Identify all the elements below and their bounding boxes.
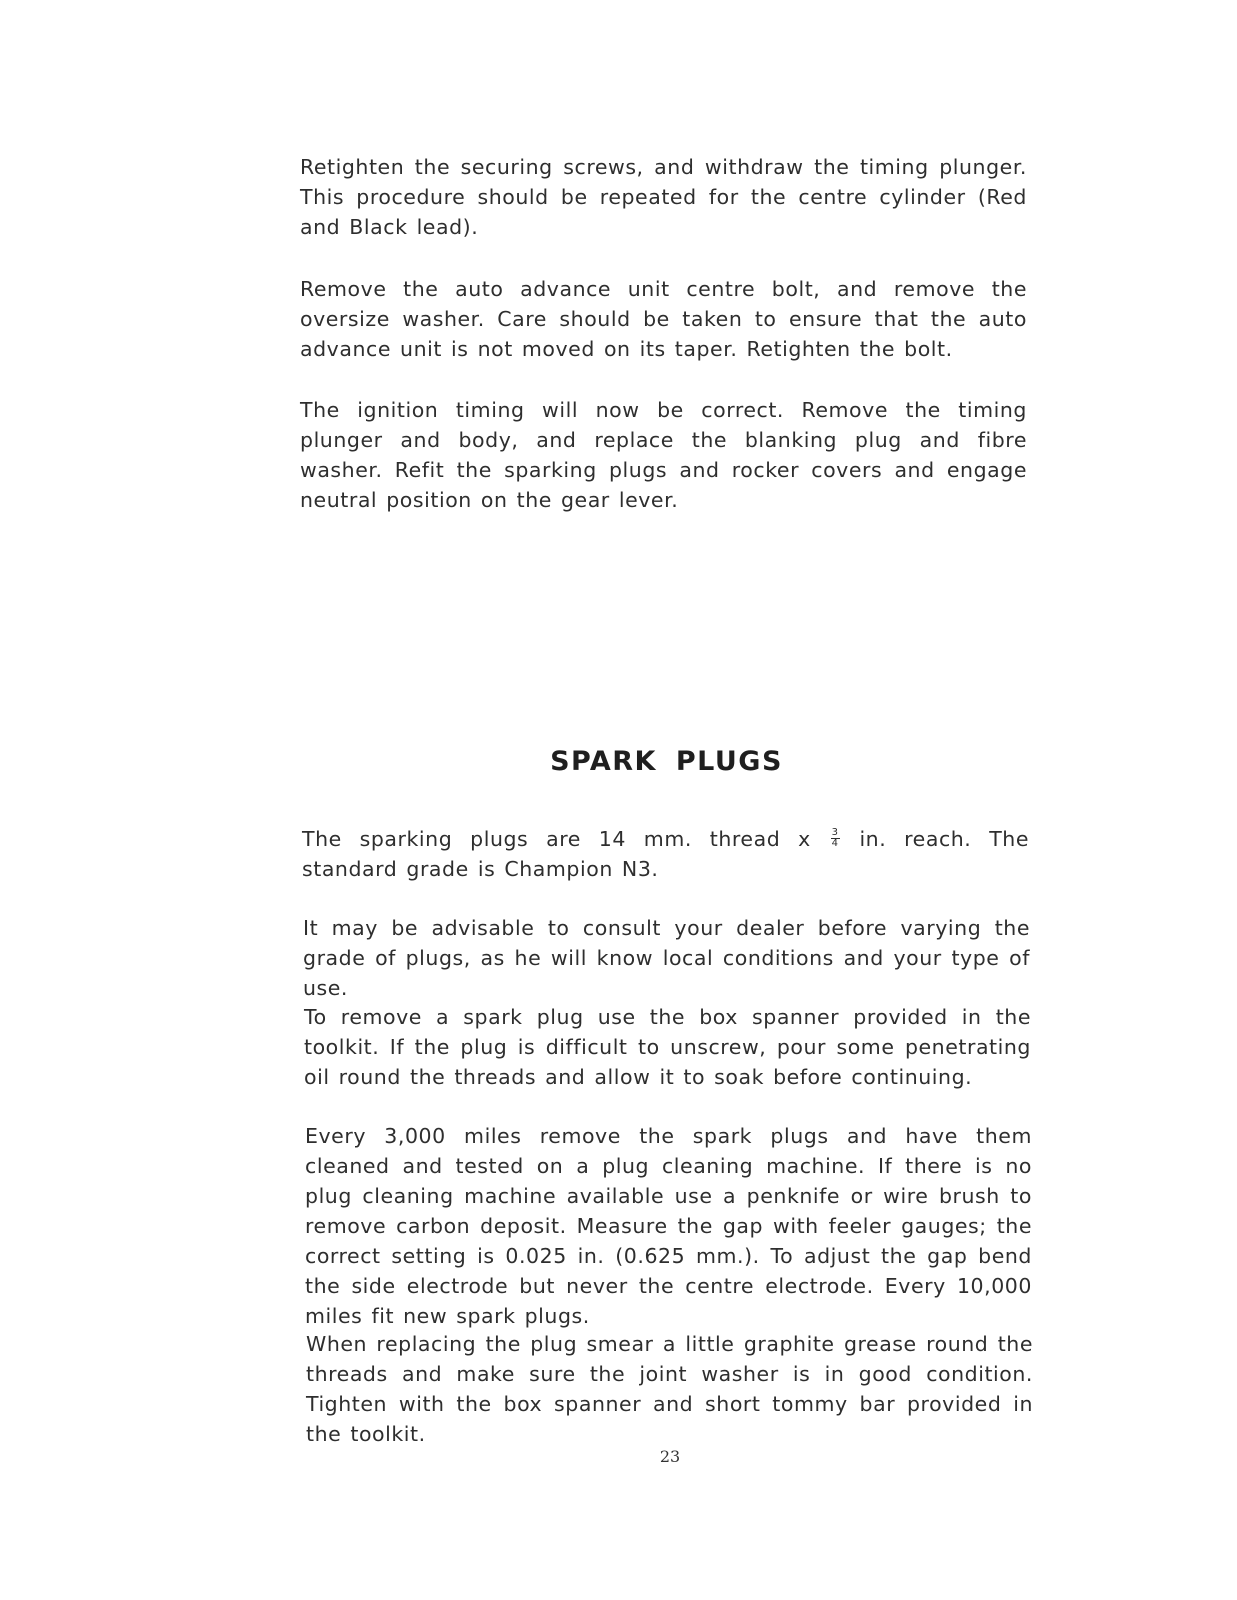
paragraph-consult-dealer: It may be advisable to consult your dealer before varying the grade of plugs, as he will know local conditions and your type of use. [303,916,1030,1000]
paragraph-remove-plug: To remove a spark plug use the box spanner provided in the toolkit. If the plug is difficult to unscrew, pour some penetrating oil round the threads and allow it to soak before continuing. [304,1005,1031,1089]
paragraph-cleaning-schedule: Every 3,000 miles remove the spark plugs and have them cleaned and tested on a plug cleaning machine. If there is no plug cleaning machine available use a penknife or wire brush to remove carbon deposit. Measure the gap with feeler gauges; the correct setting is 0.025 in. (0.625 mm.). To adjust the gap bend the side electrode but never the centre electrode. Every 10,000 miles fit new spark plugs. [305,1124,1032,1328]
paragraph-plug-specification [302,824,1029,884]
paragraph-retighten-screws: Retighten the securing screws, and withdraw the timing plunger. This procedure should be repeated for the centre cylinder (Red and Black lead). [300,155,1027,239]
page-number: 23 [659,1447,681,1466]
paragraph-replacing-plug: When replacing the plug smear a little graphite grease round the threads and make sure the joint washer is in good condition. Tighten with the box spanner and short tommy bar provided in the toolkit. [306,1332,1033,1446]
fraction-three-quarters [831,828,840,849]
section-heading-spark-plugs: SPARK PLUGS [550,746,783,777]
plug-spec-text-before: The sparking plugs are 14 mm. thread x [302,827,811,851]
fraction-denominator: 4 [831,837,839,849]
paragraph-ignition-timing: The ignition timing will now be correct. Remove the timing plunger and body, and replace the blanking plug and fibre washer. Refit the sparking plugs and rocker covers and engage neutral position on the gear lever. [300,398,1027,512]
plug-spec-text-after: in. reach. The standard grade is Champion N3. [302,827,1029,881]
fraction-numerator: 3 [831,826,839,838]
paragraph-auto-advance: Remove the auto advance unit centre bolt, and remove the oversize washer. Care should be taken to ensure that the auto advance unit is not moved on its taper. Retighten the bolt. [300,277,1027,361]
